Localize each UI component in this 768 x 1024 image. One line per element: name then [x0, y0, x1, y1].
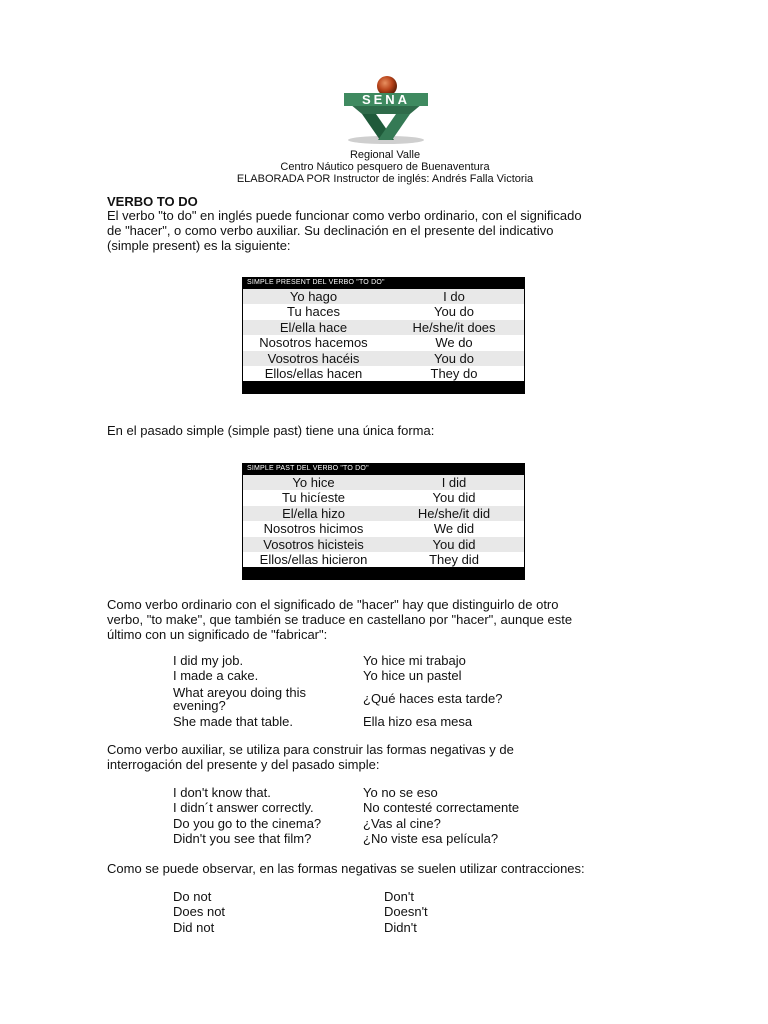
english-cell: I do — [443, 289, 465, 304]
table-row — [243, 521, 524, 536]
contraction-row — [173, 904, 428, 919]
table-footer-bar — [243, 567, 524, 579]
spanish-cell: Ellos/ellas hicieron — [259, 551, 368, 567]
table-row — [243, 490, 524, 505]
paragraph-line: Como verbo auxiliar, se utiliza para construir las formas negativas y de — [107, 742, 514, 757]
paragraph-line: interrogación del presente y del pasado simple: — [107, 757, 380, 772]
spanish-example: Yo hice mi trabajo — [363, 653, 466, 668]
ordinary-verb-paragraph — [107, 597, 660, 642]
spanish-example: Yo hice un pastel — [363, 668, 462, 684]
contracted-form: Doesn't — [384, 904, 428, 920]
contraction-row — [173, 920, 428, 935]
table-row — [243, 552, 524, 567]
english-cell: We do — [435, 335, 473, 351]
english-cell: They do — [430, 365, 478, 381]
table-row — [243, 289, 524, 304]
spanish-cell: Yo hago — [289, 289, 338, 304]
spanish-cell: El/ella hizo — [282, 505, 345, 521]
example-row — [173, 653, 502, 668]
intro-line: de "hacer", o como verbo auxiliar. Su declinación en el presente del indicativo — [107, 223, 554, 238]
english-cell: He/she/it does — [412, 319, 496, 335]
english-example: I don't know that. — [173, 785, 271, 800]
spanish-example: ¿Vas al cine? — [363, 815, 441, 831]
english-example: I did my job. — [173, 653, 244, 668]
contraction-row — [173, 889, 428, 904]
table-row — [243, 366, 524, 381]
english-cell: He/she/it did — [417, 505, 491, 521]
auxiliary-verb-paragraph — [107, 742, 660, 772]
table-row — [243, 351, 524, 366]
spanish-cell: Vosotros hacéis — [267, 350, 360, 366]
contracted-form: Don't — [384, 889, 414, 904]
table-row — [243, 304, 524, 319]
spanish-cell: Yo hice — [292, 475, 335, 490]
english-cell: We did — [433, 521, 475, 537]
spanish-cell: El/ella hace — [279, 319, 348, 335]
spanish-cell: Vosotros hicisteis — [263, 536, 364, 552]
english-cell: You did — [432, 536, 476, 552]
example-row — [173, 800, 519, 815]
english-example: Do you go to the cinema? — [173, 815, 322, 831]
spanish-example: Ella hizo esa mesa — [363, 713, 473, 729]
english-cell: You do — [433, 304, 474, 320]
contracted-form: Didn't — [384, 919, 417, 935]
full-form: Did not — [173, 919, 215, 935]
full-form: Do not — [173, 889, 212, 904]
header-center: Centro Náutico pesquero de Buenaventura — [280, 161, 490, 173]
english-cell: You did — [432, 490, 476, 506]
spanish-example: Yo no se eso — [363, 785, 438, 800]
intro-line: El verbo "to do" en inglés puede funcionar como verbo ordinario, con el significado — [107, 208, 582, 223]
table-row — [243, 506, 524, 521]
english-example: Didn't you see that film? — [173, 830, 312, 846]
english-cell: You do — [433, 350, 474, 366]
table-row — [243, 537, 524, 552]
simple-past-table — [242, 463, 525, 580]
ordinary-examples — [173, 653, 502, 729]
header-region: Regional Valle — [349, 149, 421, 161]
paragraph-line: último con un significado de "fabricar": — [107, 627, 328, 642]
english-example: I didn´t answer correctly. — [173, 800, 314, 816]
spanish-example: No contesté correctamente — [363, 800, 520, 816]
paragraph-line: Como verbo ordinario con el significado de "hacer" hay que distinguirlo de otro — [107, 597, 559, 612]
contractions-list — [173, 889, 428, 935]
english-cell: I did — [441, 475, 467, 490]
example-row — [173, 714, 502, 729]
table-footer-bar — [243, 381, 524, 393]
intro-paragraph — [107, 208, 660, 253]
spanish-cell: Nosotros hicimos — [263, 521, 364, 537]
example-row — [173, 785, 519, 800]
spanish-example: ¿Qué haces esta tarde? — [363, 690, 503, 706]
simple-present-table — [242, 277, 525, 394]
example-row — [173, 684, 502, 714]
english-example: What areyou doing this evening? — [173, 684, 306, 713]
past-intro-paragraph: En el pasado simple (simple past) tiene una única forma: — [107, 423, 435, 438]
auxiliary-examples — [173, 785, 519, 846]
logo-text: SENA — [361, 92, 411, 107]
example-row — [173, 831, 519, 846]
contractions-paragraph: Como se puede observar, en las formas negativas se suelen utilizar contracciones: — [107, 861, 585, 876]
english-example: I made a cake. — [173, 668, 259, 684]
spanish-cell: Ellos/ellas hacen — [264, 365, 363, 381]
english-cell: They did — [429, 551, 479, 567]
full-form: Does not — [173, 904, 226, 920]
header-author: ELABORADA POR Instructor de inglés: Andrés Falla Victoria — [236, 173, 534, 185]
spanish-cell: Tu haces — [287, 304, 340, 320]
sena-logo — [336, 74, 436, 144]
table-row — [243, 335, 524, 350]
example-row — [173, 816, 519, 831]
document-header — [0, 149, 768, 185]
table-title: SIMPLE PAST DEL VERBO "TO DO" — [243, 464, 524, 475]
table-row — [243, 320, 524, 335]
table-title: SIMPLE PRESENT DEL VERBO "TO DO" — [243, 278, 524, 289]
spanish-example: ¿No viste esa película? — [363, 830, 499, 846]
paragraph-line: verbo, "to make", que también se traduce en castellano por "hacer", aunque este — [107, 612, 573, 627]
spanish-cell: Nosotros hacemos — [259, 335, 368, 351]
section-heading: VERBO TO DO — [107, 194, 198, 209]
table-row — [243, 475, 524, 490]
intro-line: (simple present) es la siguiente: — [107, 238, 291, 253]
english-example: She made that table. — [173, 713, 293, 729]
example-row — [173, 668, 502, 683]
spanish-cell: Tu hicíeste — [281, 490, 346, 506]
